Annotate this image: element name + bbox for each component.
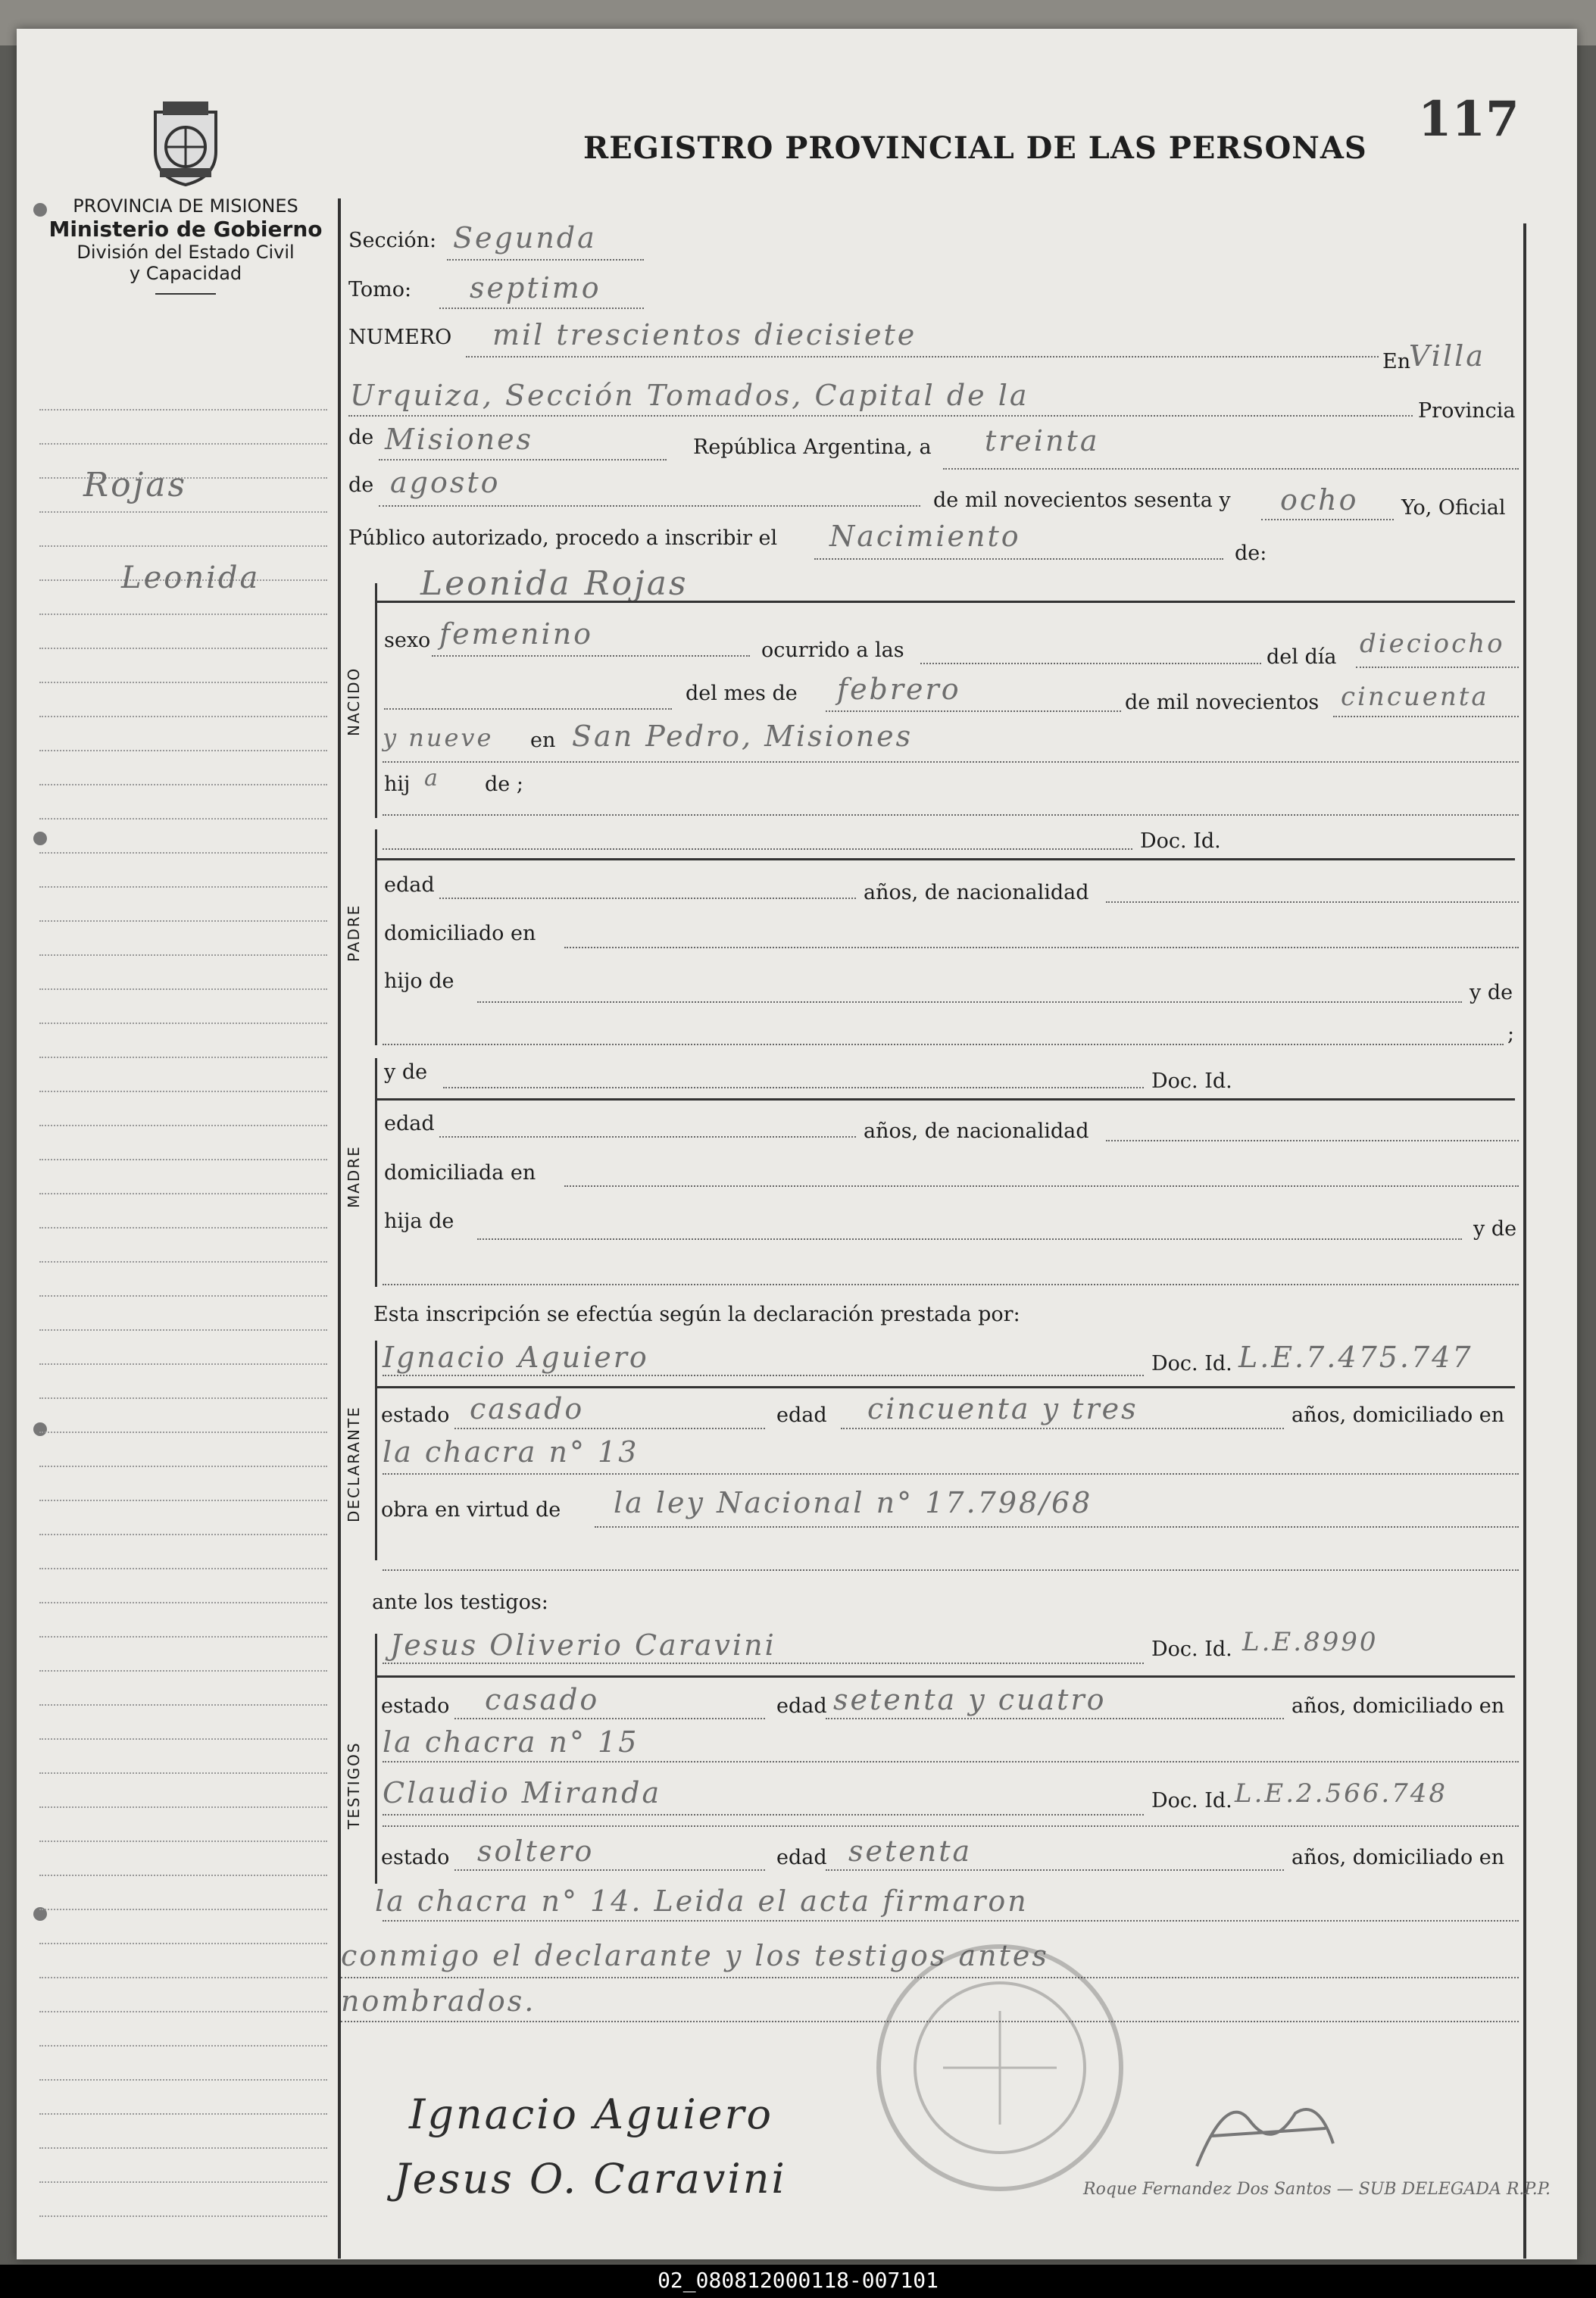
en-label: En: [1382, 350, 1411, 373]
padre-y-de-label: y de: [1470, 981, 1513, 1004]
declarante-name-line: [383, 1375, 1144, 1376]
margin-line: [39, 1602, 327, 1603]
testigo1-anos-label: años, domiciliado en: [1291, 1694, 1505, 1718]
margin-line: [39, 988, 327, 990]
testigo2-edad-label: edad: [776, 1846, 827, 1869]
margin-line: [39, 1841, 327, 1842]
lugar-line: [383, 761, 1519, 763]
header-rule: [155, 293, 216, 295]
nombre-value: Leonida Rojas: [420, 564, 689, 603]
declarante-nombre-value: Ignacio Aguiero: [383, 1341, 649, 1374]
declarante-estado-line: [454, 1428, 765, 1429]
testigo1-dom-line: [383, 1761, 1519, 1763]
padre-top-rule: [375, 858, 1515, 860]
testigo1-doc-label: Doc. Id.: [1151, 1638, 1232, 1661]
margin-line: [39, 1023, 327, 1024]
mes-nac-value: febrero: [837, 673, 961, 706]
documento-line: [814, 558, 1223, 560]
margin-line: [39, 1806, 327, 1808]
sexo-line: [432, 655, 750, 657]
dia-value: treinta: [985, 424, 1100, 457]
closing-line-1: conmigo el declarante y los testigos antes: [341, 1939, 1049, 1972]
testigo2-doc-label: Doc. Id.: [1151, 1789, 1232, 1812]
testigos-side-label: TESTIGOS: [345, 1741, 363, 1829]
right-border: [1523, 223, 1526, 2259]
issuing-authority-header: [34, 98, 337, 295]
declarante-top-rule: [375, 1386, 1515, 1388]
signature-declarante: Ignacio Aguiero: [409, 2090, 773, 2138]
testigo1-name-line: [383, 1663, 1144, 1664]
officer-signature-icon: [1182, 2075, 1356, 2189]
signature-testigo: Jesus O. Caravini: [394, 2155, 787, 2203]
margin-line: [39, 852, 327, 854]
testigo2-anos-label: años, domiciliado en: [1291, 1846, 1505, 1869]
declarante-estado-value: casado: [470, 1392, 585, 1425]
binding-hole: [33, 1422, 47, 1436]
margin-line: [39, 409, 327, 411]
margin-line: [39, 2147, 327, 2149]
testigo2-edad-line: [826, 1869, 1284, 1871]
republica-label: República Argentina, a: [693, 436, 932, 459]
padre-doc-label: Doc. Id.: [1140, 829, 1221, 853]
testigo2-estado-line: [454, 1869, 765, 1871]
nacido-top-rule: [375, 601, 1515, 603]
testigo1-doc-value: L.E.8990: [1242, 1627, 1379, 1657]
en-lower-label: en: [530, 729, 556, 752]
madre-top-rule: [375, 1098, 1515, 1101]
anio-value: ocho: [1280, 483, 1359, 517]
mes-nac-pre-line: [384, 708, 672, 710]
testigo1-edad-line: [826, 1718, 1284, 1719]
ley-value: la ley Nacional n° 17.798/68: [614, 1486, 1093, 1519]
documento-value: Nacimiento: [829, 520, 1021, 553]
margin-line: [39, 2113, 327, 2115]
declarante-edad-label: edad: [776, 1403, 827, 1427]
declarante-extra-line: [383, 1569, 1519, 1571]
margin-given-name: Leonida: [121, 560, 261, 595]
ley-line: [595, 1526, 1519, 1528]
margin-line: [39, 1091, 327, 1092]
tomo-label: Tomo:: [348, 278, 412, 301]
madre-hija-de-label: hija de: [384, 1210, 454, 1233]
padre-hijo-de-label: hijo de: [384, 969, 454, 993]
anio-line: [1261, 519, 1394, 520]
hij-line: [383, 814, 1519, 816]
margin-line: [39, 1363, 327, 1365]
document-page: [17, 29, 1577, 2259]
official-stamp-icon: [871, 1939, 1129, 2197]
numero-label: NUMERO: [348, 326, 452, 349]
provincia-label: Provincia: [1418, 399, 1516, 423]
madre-dom-line: [564, 1185, 1519, 1187]
en-value: Villa: [1409, 339, 1485, 373]
closing-line-2: nombrados.: [341, 1984, 536, 2018]
padre-anos-label: años, de nacionalidad: [864, 881, 1089, 904]
declarante-side-label: DECLARANTE: [345, 1406, 363, 1522]
margin-line: [39, 1329, 327, 1331]
margin-line: [39, 1568, 327, 1569]
lugar-value: San Pedro, Misiones: [572, 720, 914, 753]
seccion-label: Sección:: [348, 229, 437, 252]
padre-hijo-line: [477, 1001, 1462, 1003]
hij-de-label: de ;: [485, 773, 523, 796]
mes-nac-line: [826, 710, 1121, 712]
madre-doc-label: Doc. Id.: [1151, 1069, 1232, 1093]
testigo1-edad-label: edad: [776, 1694, 827, 1718]
margin-line: [39, 886, 327, 888]
madre-name-line: [443, 1087, 1144, 1088]
madre-dom-label: domiciliada en: [384, 1161, 536, 1185]
seccion-value: Segunda: [453, 221, 597, 254]
padre-madre-line: [383, 1044, 1504, 1045]
testigos-top-rule: [375, 1675, 1515, 1678]
ocurrido-label: ocurrido a las: [761, 639, 904, 662]
testigo2-nombre-value: Claudio Miranda: [383, 1776, 662, 1809]
margin-line: [39, 1636, 327, 1638]
margin-line: [39, 443, 327, 445]
testigo1-estado-value: casado: [485, 1683, 600, 1716]
numero-value: mil trescientos diecisiete: [492, 318, 917, 351]
margin-line: [39, 1772, 327, 1774]
margin-line: [39, 1466, 327, 1467]
testigo1-edad-value: setenta y cuatro: [833, 1683, 1107, 1716]
declarante-bracket: [375, 1341, 377, 1560]
padre-dom-line: [564, 947, 1519, 948]
padre-edad-label: edad: [384, 873, 435, 897]
margin-line: [39, 1534, 327, 1535]
de-label: de: [348, 426, 374, 449]
de-colon-label: de:: [1235, 542, 1267, 565]
testigo1-estado-label: estado: [381, 1694, 450, 1718]
binding-hole: [33, 832, 47, 845]
madre-nac-line: [1106, 1140, 1519, 1141]
anio-nac-line: [1333, 716, 1519, 717]
provincia-line: [379, 459, 667, 461]
madre-side-label: MADRE: [345, 1145, 363, 1208]
testigo2-rule: [383, 1825, 1519, 1827]
madre-y-de-label: y de: [384, 1060, 428, 1084]
hij-value: a: [424, 765, 440, 791]
margin-line: [39, 614, 327, 615]
madre-edad-label: edad: [384, 1112, 435, 1135]
seccion-line: [447, 259, 644, 261]
margin-line: [39, 1909, 327, 1910]
margin-line: [39, 1125, 327, 1126]
testigo1-nombre-value: Jesus Oliverio Caravini: [390, 1628, 776, 1662]
location-line: [348, 415, 1413, 417]
margin-line: [39, 2011, 327, 2012]
padre-dom-label: domiciliado en: [384, 922, 536, 945]
margin-line: [39, 1432, 327, 1433]
margin-line: [39, 818, 327, 820]
sexo-value: femenino: [439, 617, 594, 651]
margin-line: [39, 511, 327, 513]
del-dia-label: del día: [1266, 645, 1337, 669]
header-division: División del Estado Civil: [77, 242, 295, 263]
tomo-value: septimo: [470, 271, 601, 304]
anio-nac-value: cincuenta: [1341, 682, 1489, 712]
margin-line: [39, 1943, 327, 1944]
ante-testigos-label: ante los testigos:: [372, 1591, 548, 1614]
madre-anos-label: años, de nacionalidad: [864, 1119, 1089, 1143]
mes-line: [379, 505, 920, 507]
declarante-dom-value: la chacra n° 13: [383, 1435, 639, 1469]
margin-line: [39, 920, 327, 922]
numero-line: [466, 356, 1379, 358]
madre-padres-line: [383, 1284, 1519, 1285]
madre-edad-line: [439, 1136, 856, 1138]
publico-label: Público autorizado, procedo a inscribir el: [348, 526, 778, 550]
margin-line: [39, 1159, 327, 1160]
margin-line: [39, 545, 327, 547]
declarante-doc-label: Doc. Id.: [1151, 1352, 1232, 1375]
margin-line: [39, 2181, 327, 2183]
del-dia-line: [1356, 667, 1519, 668]
madre-y-de-2-label: y de: [1473, 1217, 1517, 1241]
header-ministry: Ministerio de Gobierno: [48, 217, 323, 242]
declarante-edad-value: cincuenta y tres: [867, 1392, 1138, 1425]
hora-line: [920, 663, 1261, 664]
margin-line: [39, 750, 327, 751]
declarante-edad-line: [841, 1428, 1284, 1429]
tomo-line: [439, 308, 644, 309]
stamp-text: Roque Fernandez Dos Santos — SUB DELEGADA R.P.P.: [1083, 2180, 1551, 2199]
margin-line: [39, 1977, 327, 1978]
del-mes-label: del mes de: [686, 682, 798, 705]
declarante-anos-label: años, domiciliado en: [1291, 1403, 1505, 1427]
margin-line: [39, 1738, 327, 1740]
testigo2-edad-value: setenta: [848, 1834, 973, 1868]
de-mes-label: de: [348, 473, 374, 497]
de-mil-label: de mil novecientos sesenta y: [933, 489, 1231, 512]
sexo-label: sexo: [384, 629, 431, 652]
padre-bracket: [375, 829, 377, 1045]
testigo2-dom-value: la chacra n° 14. Leida el acta firmaron: [375, 1884, 1029, 1918]
padre-name-line: [383, 848, 1132, 850]
testigo2-dom-line: [383, 1920, 1519, 1922]
page-number: 117: [1418, 91, 1519, 148]
madre-bracket: [375, 1058, 377, 1287]
testigos-bracket: [375, 1634, 377, 1884]
dia-line: [943, 468, 1519, 470]
anio-nac-continued: y nueve: [383, 723, 494, 752]
margin-line: [39, 2215, 327, 2217]
de-mil-nov-label: de mil novecientos: [1125, 691, 1320, 714]
header-division-2: y Capacidad: [129, 263, 242, 284]
testigo2-name-line: [383, 1814, 1144, 1816]
obra-label: obra en virtud de: [381, 1498, 561, 1522]
madre-hija-line: [477, 1238, 1462, 1240]
provincial-seal-icon: [140, 98, 231, 188]
padre-edad-line: [439, 898, 856, 899]
testigo2-estado-label: estado: [381, 1846, 450, 1869]
margin-line: [39, 1057, 327, 1058]
nacido-side-label: NACIDO: [345, 667, 363, 736]
margin-line: [39, 1670, 327, 1672]
margin-surname: Rojas: [83, 466, 188, 504]
declarante-estado-label: estado: [381, 1403, 450, 1427]
margin-line: [39, 648, 327, 649]
margin-line: [39, 1295, 327, 1297]
padre-side-label: PADRE: [345, 904, 363, 962]
margin-line: [39, 1227, 327, 1229]
declarante-doc-value: L.E.7.475.747: [1238, 1341, 1473, 1374]
header-province: PROVINCIA DE MISIONES: [73, 195, 298, 217]
mes-value: agosto: [390, 466, 501, 499]
provincia-value: Misiones: [385, 423, 534, 456]
nacido-bracket: [375, 583, 377, 818]
del-dia-value: dieciocho: [1360, 629, 1505, 659]
margin-line: [39, 1261, 327, 1263]
margin-line: [39, 1397, 327, 1399]
testigo2-estado-value: soltero: [477, 1834, 595, 1868]
yo-oficial-label: Yo, Oficial: [1401, 496, 1506, 520]
testigo1-dom-value: la chacra n° 15: [383, 1725, 639, 1759]
esta-inscripcion-label: Esta inscripción se efectúa según la declaración prestada por:: [373, 1303, 1020, 1326]
margin-line: [39, 1704, 327, 1706]
margin-line: [39, 682, 327, 683]
margin-line: [39, 2045, 327, 2047]
margin-line: [39, 1193, 327, 1194]
image-caption: 02_080812000118-007101: [657, 2268, 939, 2293]
padre-nac-line: [1106, 901, 1519, 903]
testigo1-estado-line: [454, 1718, 765, 1719]
declarante-dom-line: [383, 1473, 1519, 1475]
margin-line: [39, 1500, 327, 1501]
hij-label: hij: [384, 773, 411, 796]
margin-line: [39, 954, 327, 956]
padre-semicolon: ;: [1507, 1023, 1515, 1046]
margin-line: [39, 2079, 327, 2081]
testigo2-doc-value: L.E.2.566.748: [1235, 1778, 1448, 1809]
margin-line: [39, 784, 327, 785]
document-title: REGISTRO PROVINCIAL DE LAS PERSONAS: [583, 130, 1367, 166]
margin-line: [39, 716, 327, 717]
margin-line: [39, 1875, 327, 1876]
location-value: Urquiza, Sección Tomados, Capital de la: [350, 379, 1029, 412]
